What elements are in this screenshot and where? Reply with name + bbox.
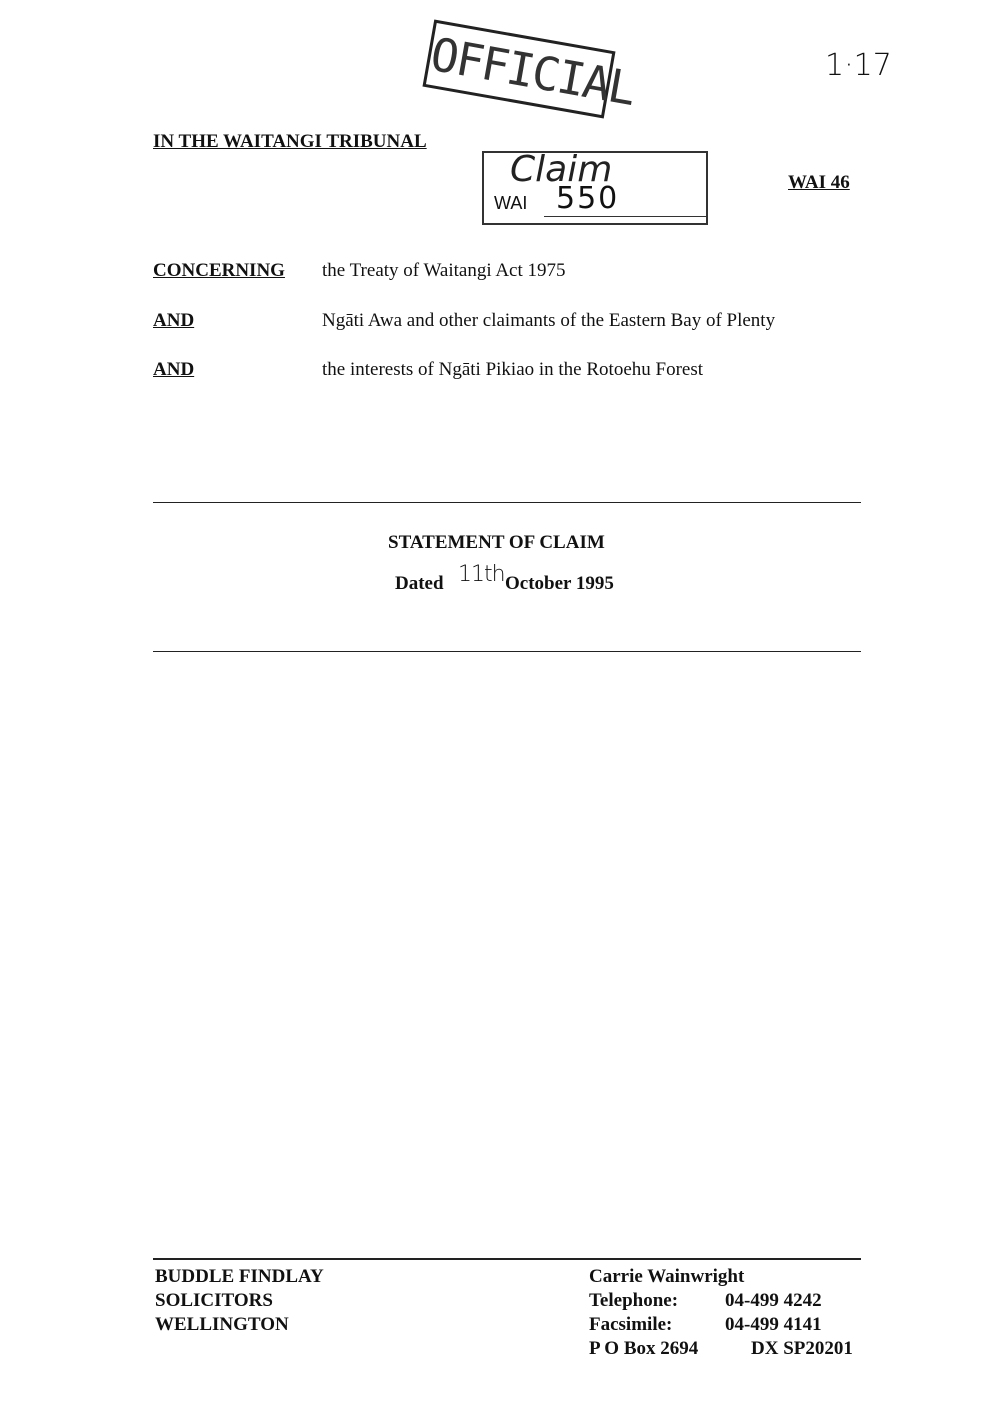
telephone-value: 04-499 4242 [725,1290,822,1311]
dated-label: Dated [395,573,444,594]
official-stamp: OFFICIAL [422,20,615,119]
party-label: CONCERNING [153,260,285,281]
divider [153,1258,861,1260]
document-title: STATEMENT OF CLAIM [388,532,605,553]
page-number: 1·17 [825,48,892,83]
tribunal-heading: IN THE WAITANGI TRIBUNAL [153,131,427,152]
dated-month-year: October 1995 [505,573,614,594]
divider [153,502,861,503]
divider [153,651,861,652]
party-text: the Treaty of Waitangi Act 1975 [322,260,566,281]
firm-city: WELLINGTON [155,1314,289,1335]
claim-number: 550 [544,181,706,217]
dated-day: 11th [458,562,505,587]
dx-number: DX SP20201 [751,1338,853,1359]
party-text: the interests of Ngāti Pikiao in the Rotoehu Forest [322,359,704,380]
party-text: Ngāti Awa and other claimants of the Eastern Bay of Plenty [322,310,776,331]
fax-value: 04-499 4141 [725,1314,822,1335]
claim-box [482,151,708,225]
wai-reference: WAI 46 [788,172,850,193]
fax-label: Facsimile: [589,1314,673,1335]
po-box: P O Box 2694 [589,1338,699,1359]
party-label: AND [153,310,195,331]
claim-prefix: WAI [494,193,528,213]
party-label: AND [153,359,195,380]
telephone-label: Telephone: [589,1290,679,1311]
claim-word: Claim [510,149,613,190]
firm-name: BUDDLE FINDLAY [155,1266,324,1287]
contact-name: Carrie Wainwright [589,1266,745,1287]
firm-line: SOLICITORS [155,1290,273,1311]
